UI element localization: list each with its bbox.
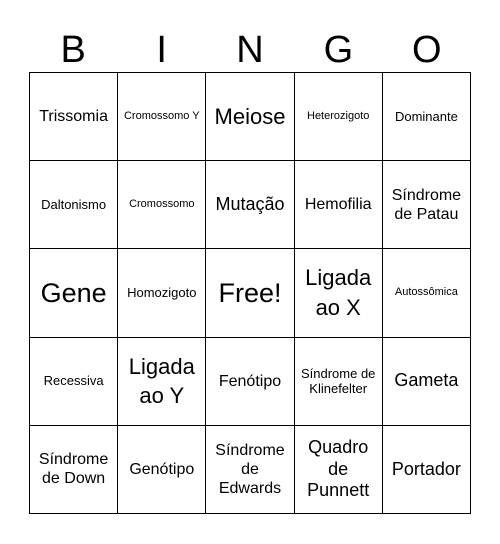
bingo-cell[interactable]: Mutação — [206, 161, 294, 249]
bingo-cell[interactable]: Síndrome de Down — [30, 426, 118, 514]
bingo-cell[interactable]: Dominante — [383, 73, 471, 161]
bingo-cell[interactable]: Cromossomo — [118, 161, 206, 249]
bingo-cell[interactable]: Ligada ao Y — [118, 338, 206, 426]
bingo-cell[interactable]: Daltonismo — [30, 161, 118, 249]
bingo-header — [29, 27, 471, 73]
bingo-cell[interactable]: Ligada ao X — [295, 249, 383, 337]
header-letter-n: N — [236, 29, 264, 71]
header-letter-i: I — [156, 29, 167, 71]
bingo-card-grid — [29, 72, 471, 514]
bingo-cell[interactable]: Cromossomo Y — [118, 73, 206, 161]
bingo-cell[interactable]: Homozigoto — [118, 249, 206, 337]
bingo-cell[interactable]: Autossômica — [383, 249, 471, 337]
bingo-cell[interactable]: Quadro de Punnett — [295, 426, 383, 514]
bingo-cell[interactable]: Genótipo — [118, 426, 206, 514]
bingo-cell[interactable]: Gene — [30, 249, 118, 337]
bingo-cell[interactable]: Portador — [383, 426, 471, 514]
bingo-cell[interactable]: Fenótipo — [206, 338, 294, 426]
free-space-cell[interactable]: Free! — [206, 249, 294, 337]
bingo-cell[interactable]: Trissomia — [30, 73, 118, 161]
header-letter-o: O — [412, 29, 442, 71]
bingo-cell[interactable]: Síndrome de Patau — [383, 161, 471, 249]
bingo-cell[interactable]: Heterozigoto — [295, 73, 383, 161]
bingo-cell[interactable]: Hemofilia — [295, 161, 383, 249]
header-letter-g: G — [323, 29, 354, 71]
bingo-cell[interactable]: Síndrome de Klinefelter — [295, 338, 383, 426]
bingo-cell[interactable]: Recessiva — [30, 338, 118, 426]
bingo-cell[interactable]: Meiose — [206, 73, 294, 161]
bingo-cell[interactable]: Síndrome de Edwards — [206, 426, 294, 514]
bingo-cell[interactable]: Gameta — [383, 338, 471, 426]
header-letter-b: B — [60, 29, 86, 71]
